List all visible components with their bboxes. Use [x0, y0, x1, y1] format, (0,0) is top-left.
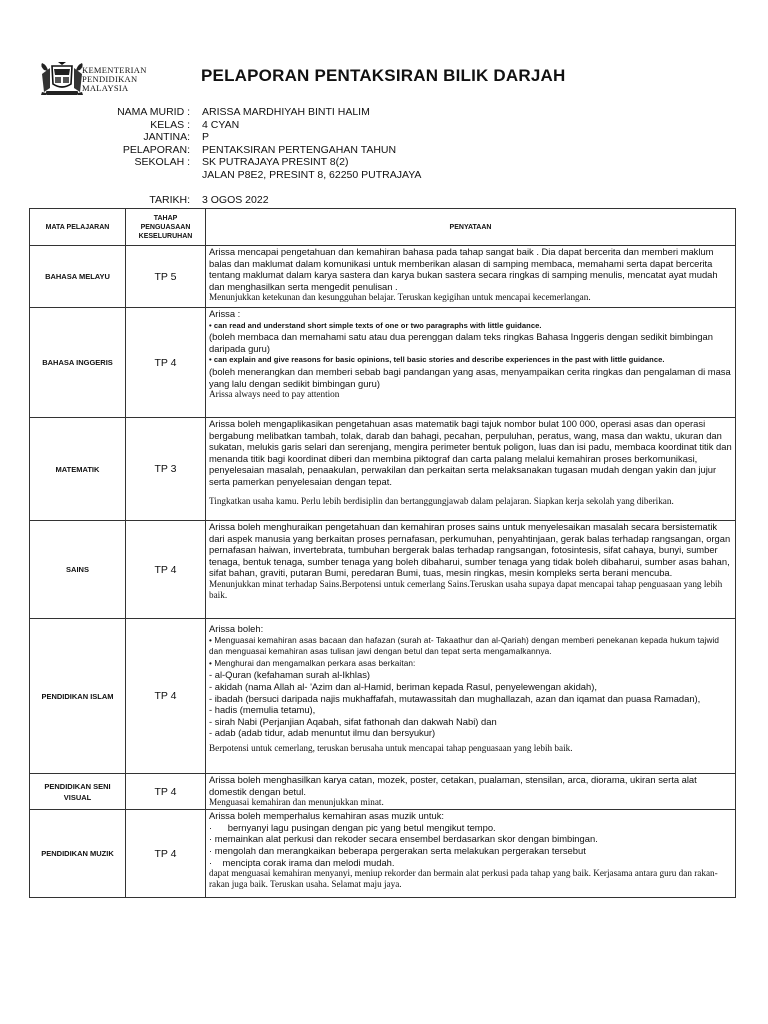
statement-line: - al-Quran (kefahaman surah al-Ikhlas)	[209, 669, 371, 681]
statement-line: Menguasai kemahiran dan menunjukkan minat.	[209, 797, 384, 808]
subject-cell: PENDIDIKAN ISLAM	[30, 619, 126, 774]
statement-line: Arissa boleh menghuraikan pengetahuan dan kemahiran proses sains untuk menyelesaikan masalah secara bersistematik dari aspek manusia yang berkaitan proses pernafasan, perkumuhan, penyahtinjaan, gerak balas terhadap rangsangan, organ pernafasan haiwan, invertebrata, tumbuhan bergerak balas terhadap rangsangan, fotosintesis, sifat cahaya, bunyi, sumber tenaga, bentuk tenaga, sumber tenaga yang boleh dibaharui, sumber tenaga yang tidak boleh dibaharui, sumber asas bahan, sifat bahan, graviti, putaran Bumi, peredaran Bumi, tuas, mesin ringkas, mesin kompleks serta berani mencuba.	[209, 521, 731, 579]
statement-line: • Menguasai kemahiran asas bacaan dan hafazan (surah at- Takaathur dan al-Qariah) dengan memberi penekanan kepada hukum tajwid dan menguasai kemahiran asas tulisan jawi dengan betul dan tepat serta mengamalkannya.	[209, 635, 720, 657]
table-row	[30, 774, 736, 810]
statement-line: · memainkan alat perkusi dan rekoder secara ensembel berdasarkan skor dengan bimbingan.	[209, 833, 598, 845]
tp-cell: TP 4	[126, 308, 206, 418]
column-header: TAHAP PENGUASAAN KESELURUHAN	[126, 209, 206, 246]
page-title: PELAPORAN PENTAKSIRAN BILIK DARJAH	[201, 66, 566, 85]
report-header	[38, 62, 738, 102]
subject-cell: PENDIDIKAN MUZIK	[30, 810, 126, 898]
statement-line: Arissa always need to pay attention	[209, 389, 340, 400]
kelas-value: 4 CYAN	[202, 118, 240, 131]
statement-line: Arissa boleh:	[209, 623, 264, 634]
statement-line: · bernyanyi lagu pusingan dengan pic yang betul mengikut tempo.	[209, 821, 496, 833]
statement-line: • can read and understand short simple texts of one or two paragraphs with little guidance.	[209, 320, 542, 330]
table-row	[30, 308, 736, 418]
statement-line: Arissa :	[209, 308, 241, 319]
statement-line: Menunjukkan minat terhadap Sains.Berpotensi untuk cemerlang Sains.Teruskan usaha supaya dapat mencapai tahap penguasaan yang lebih baik.	[209, 578, 723, 600]
table-header-row	[30, 209, 736, 246]
column-header: PENYATAAN	[206, 209, 736, 246]
statement-line: • Menghurai dan mengamalkan perkara asas berkaitan:	[209, 658, 416, 668]
statement-line: Arissa boleh menghasilkan karya catan, mozek, poster, cetakan, pualaman, stensilan, arca, diorama, ukiran serta alat domestik dengan betul.	[209, 774, 697, 797]
tp-cell: TP 4	[126, 619, 206, 774]
statement-cell	[206, 418, 736, 521]
subject-cell: BAHASA MELAYU	[30, 246, 126, 308]
statement-cell	[206, 810, 736, 898]
nama-label: NAMA MURID :	[117, 106, 190, 118]
statement-cell	[206, 246, 736, 308]
statement-line: - akidah (nama Allah al- 'Azim dan al-Hamid, beriman kepada Rasul, penyelewengan akidah),	[209, 680, 597, 692]
ministry-line: MALAYSIA	[82, 83, 129, 93]
jantina-label: JANTINA:	[143, 131, 190, 143]
statement-line: Menunjukkan ketekunan dan kesungguhan belajar. Teruskan kegigihan untuk mencapai kecemerlangan.	[209, 292, 591, 303]
table-row	[30, 521, 736, 619]
subject-cell: MATEMATIK	[30, 418, 126, 521]
statement-line: dapat menguasai kemahiran menyanyi, meniup rekorder dan bermain alat perkusi pada tahap yang baik. Kerjasama antara guru dan rakan-rakan juga baik. Teruskan usaha. Selamat maju jaya.	[209, 868, 718, 890]
statement-cell	[206, 774, 736, 810]
tp-cell: TP 3	[126, 418, 206, 521]
statement-line: (boleh membaca dan memahami satu atau dua perenggan dalam teks ringkas Bahasa Inggeris dengan sedikit bimbingan daripada guru)	[209, 331, 713, 354]
tarikh-value: 3 OGOS 2022	[202, 194, 269, 206]
alamat-value: JALAN P8E2, PRESINT 8, 62250 PUTRAJAYA	[202, 168, 422, 181]
ministry-name	[82, 66, 147, 93]
statement-line: Berpotensi untuk cemerlang, teruskan berusaha untuk mencapai tahap penguasaan yang lebih baik.	[209, 742, 573, 753]
statement-line: (boleh menerangkan dan memberi sebab bagi pandangan yang asas, menyampaikan cerita ringkas dan pengalaman di masa yang lalu dengan sedikit bimbingan guru)	[209, 365, 731, 389]
subject-cell: BAHASA INGGERIS	[30, 308, 126, 418]
statement-line: · mencipta corak irama dan melodi mudah.	[209, 856, 395, 868]
table-row	[30, 418, 736, 521]
table-row	[30, 810, 736, 898]
pelaporan-value: PENTAKSIRAN PERTENGAHAN TAHUN	[202, 143, 397, 156]
report-table	[29, 208, 736, 898]
statement-line: Arissa boleh mengaplikasikan pengetahuan asas matematik bagi tajuk nombor bulat 100 000, operasi asas dan operasi bergabung melibatkan tambah, tolak, darab dan bahagi, pecahan, perpuluhan, peratus, wang, masa dan waktu, ukuran dan sukatan, melukis garis selari dan serenjang, mengira perimeter bentuk poligon, luas dan isi padu, membaca koordinat titik dan menanda titik bagi koordinat diberi dan membina piktograf dan carta palang melalui kemahiran proses berkomunikasi, penyelesaian masalah, penaakulan, perwakilan dan perkaitan serta melaksanakan tugasan mudah dengan yakin dan jujur serta pamerkan penyelesaian dengan tepat.	[209, 418, 732, 487]
tp-cell: TP 4	[126, 774, 206, 810]
ministry-crest-icon	[38, 62, 86, 98]
statement-line: Arissa mencapai pengetahuan dan kemahiran bahasa pada tahap sangat baik . Dia dapat bercerita dan memberi maklum balas dan maklumat dalam komunikasi untuk memberikan alasan di samping membaca, memahami serta dapat bercerita tentang maklumat dalam karya sastera dan karya bukan sastera secara ringkas di samping menulis, mencatat ayat mudah dan menghasilkan serta mengedit penulisan .	[209, 246, 718, 292]
sekolah-value: SK PUTRAJAYA PRESINT 8(2)	[202, 156, 349, 168]
kelas-label: KELAS :	[150, 118, 190, 131]
table-row	[30, 619, 736, 774]
pelaporan-label: PELAPORAN:	[122, 143, 190, 156]
tp-cell: TP 5	[126, 246, 206, 308]
column-header: MATA PELAJARAN	[30, 209, 126, 246]
table-row	[30, 246, 736, 308]
statement-cell	[206, 521, 736, 619]
sekolah-label: SEKOLAH :	[134, 156, 190, 168]
statement-line: - hadis (memulia tetamu),	[209, 704, 316, 716]
subject-cell: SAINS	[30, 521, 126, 619]
ministry-line: PENDIDIKAN	[82, 74, 138, 84]
nama-value: ARISSA MARDHIYAH BINTI HALIM	[202, 106, 370, 118]
jantina-value: P	[202, 131, 210, 143]
subject-cell: PENDIDIKAN SENI VISUAL	[30, 774, 126, 810]
statement-line: · mengolah dan merangkaikan beberapa pergerakan serta melakukan pergerakan tersebut	[209, 844, 586, 856]
tarikh-label: TARIKH:	[149, 194, 190, 206]
tp-cell: TP 4	[126, 521, 206, 619]
tp-cell: TP 4	[126, 810, 206, 898]
statement-line: • can explain and give reasons for basic opinions, tell basic stories and describe experiences in the past with little guidance.	[209, 355, 665, 365]
statement-line: Tingkatkan usaha kamu. Perlu lebih berdisiplin dan bertanggungjawab dalam pelajaran. Siapkan kerja sekolah yang diberikan.	[209, 495, 674, 506]
statement-line: - adab (adab tidur, adab menuntut ilmu dan bersyukur)	[209, 727, 436, 739]
statement-line: - sirah Nabi (Perjanjian Aqabah, sifat fathonah dan dakwah Nabi) dan	[209, 715, 497, 727]
statement-cell	[206, 308, 736, 418]
statement-line: - ibadah (bersuci daripada najis mukhaffafah, mutawassitah dan mughallazah, azan dan iqamat dan puasa Ramadan),	[209, 692, 701, 704]
statement-cell	[206, 619, 736, 774]
ministry-line: KEMENTERIAN	[82, 65, 147, 75]
statement-line: Arissa boleh memperhalus kemahiran asas muzik untuk:	[209, 810, 445, 822]
student-info	[90, 106, 421, 207]
